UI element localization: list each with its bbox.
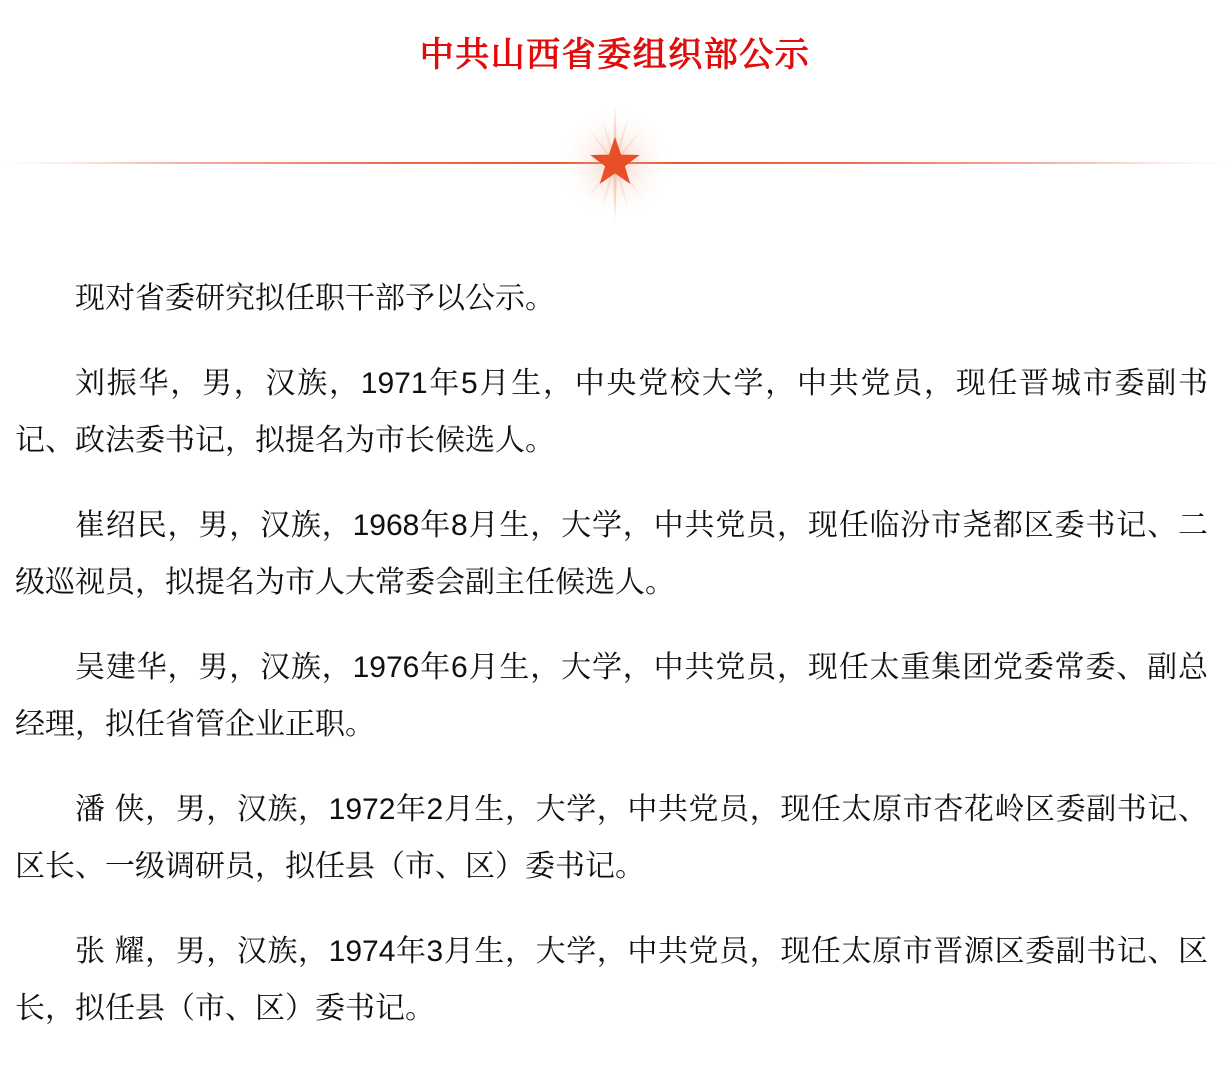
article-body <box>0 270 1230 1077</box>
paragraph-pan-xia: 潘 侠，男，汉族，1972年2月生，大学，中共党员，现任太原市杏花岭区委副书记、区长、一级调研员，拟任县（市、区）委书记。 <box>15 793 1208 884</box>
announcement-page <box>0 37 1230 1077</box>
section-divider <box>0 110 1230 222</box>
paragraph-liu-zhenhua: 刘振华，男，汉族，1971年5月生，中央党校大学，中共党员，现任晋城市委副书记、政法委书记，拟提名为市长候选人。 <box>15 367 1208 458</box>
paragraph-cui-shaomin: 崔绍民，男，汉族，1968年8月生，大学，中共党员，现任临汾市尧都区委书记、二级巡视员，拟提名为市人大常委会副主任候选人。 <box>15 509 1208 600</box>
paragraph-wu-jianhua: 吴建华，男，汉族，1976年6月生，大学，中共党员，现任太重集团党委常委、副总经理，拟任省管企业正职。 <box>15 651 1208 742</box>
paragraph-zhang-yao: 张 耀，男，汉族，1974年3月生，大学，中共党员，现任太原市晋源区委副书记、区长，拟任县（市、区）委书记。 <box>15 935 1208 1026</box>
red-star-icon <box>553 101 677 225</box>
page-title: 中共山西省委组织部公示 <box>419 36 811 74</box>
paragraph-intro: 现对省委研究拟任职干部予以公示。 <box>75 282 555 316</box>
